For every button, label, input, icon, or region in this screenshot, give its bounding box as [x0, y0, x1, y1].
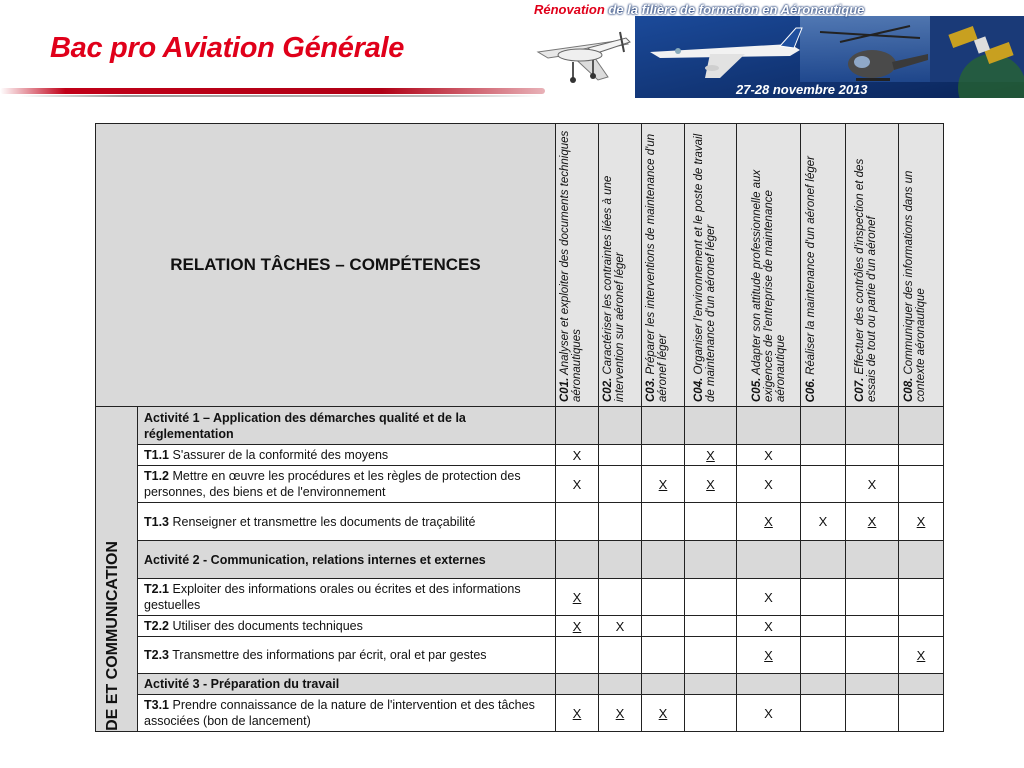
- empty-cell: [556, 674, 599, 695]
- task-text: Renseigner et transmettre les documents de traçabilité: [169, 514, 476, 529]
- mark-cell: X: [685, 445, 737, 466]
- competence-code: C08.: [903, 377, 915, 402]
- task-label: [138, 445, 556, 466]
- light-aircraft-icon: [538, 32, 630, 83]
- competence-code: C06.: [805, 377, 817, 402]
- empty-cell: [899, 695, 944, 732]
- mark-cell: X: [556, 466, 599, 503]
- competence-code: C01.: [559, 377, 571, 402]
- empty-cell: [642, 541, 685, 579]
- side-category-cell: [96, 407, 138, 732]
- competence-text: Préparer les interventions de maintenance d'un aéronef léger: [645, 133, 669, 402]
- mark-cell: X: [899, 637, 944, 674]
- empty-cell: [846, 674, 899, 695]
- mark-cell: X: [737, 503, 801, 541]
- competence-header: [685, 124, 737, 407]
- task-row: [96, 695, 944, 732]
- empty-cell: [685, 637, 737, 674]
- mark-cell: X: [737, 616, 801, 637]
- task-row: [96, 503, 944, 541]
- empty-cell: [685, 695, 737, 732]
- empty-cell: [801, 466, 846, 503]
- empty-cell: [899, 466, 944, 503]
- empty-cell: [801, 637, 846, 674]
- banner-headline: [534, 2, 864, 17]
- empty-cell: [737, 674, 801, 695]
- mark-cell: X: [599, 616, 642, 637]
- task-code: T1.2: [144, 469, 170, 483]
- task-label: [138, 637, 556, 674]
- empty-cell: [556, 541, 599, 579]
- empty-cell: [801, 445, 846, 466]
- competence-code: C03.: [645, 377, 657, 402]
- title-underline-shadow: [20, 95, 540, 97]
- task-text: Exploiter des informations orales ou écrites et des informations gestuelles: [144, 582, 521, 612]
- empty-cell: [685, 407, 737, 445]
- matrix-body: [96, 407, 944, 732]
- competence-text: Adapter son attitude professionnelle aux exigences de l'entreprise de maintenance aéronautique: [750, 169, 787, 402]
- task-code: T2.3: [144, 648, 170, 662]
- empty-cell: [599, 637, 642, 674]
- activity-row: [96, 407, 944, 445]
- matrix-header-row: [96, 124, 944, 407]
- task-row: [96, 445, 944, 466]
- empty-cell: [899, 579, 944, 616]
- mark-cell: X: [846, 503, 899, 541]
- competence-header: [556, 124, 599, 407]
- competence-text: Effectuer des contrôles d'inspection et des essais de tout ou partie d'un aéronef: [854, 158, 878, 402]
- competence-header: [737, 124, 801, 407]
- task-text: Prendre connaissance de la nature de l'intervention et des tâches associées (bon de lancement): [144, 698, 535, 728]
- empty-cell: [801, 541, 846, 579]
- task-code: T2.1: [144, 582, 170, 596]
- empty-cell: [801, 674, 846, 695]
- mark-cell: X: [556, 616, 599, 637]
- competence-header: [846, 124, 899, 407]
- empty-cell: [685, 616, 737, 637]
- task-row: [96, 466, 944, 503]
- activity-label: Activité 2 - Communication, relations internes et externes: [138, 541, 556, 579]
- banner-word-renovation: Rénovation: [534, 2, 605, 17]
- competence-header: [801, 124, 846, 407]
- mark-cell: X: [556, 695, 599, 732]
- empty-cell: [846, 541, 899, 579]
- empty-cell: [599, 445, 642, 466]
- competence-text: Organiser l'environnement et le poste de travail de maintenance d'un aéronef léger: [692, 133, 717, 402]
- task-text: Mettre en œuvre les procédures et les règles de protection des personnes, des biens et de l'environnement: [144, 469, 521, 499]
- empty-cell: [599, 503, 642, 541]
- banner-word-rest: de la filière de formation en Aéronautique: [608, 2, 865, 17]
- empty-cell: [599, 407, 642, 445]
- task-row: [96, 616, 944, 637]
- empty-cell: [556, 503, 599, 541]
- competence-text: Analyser et exploiter des documents techniques aéronautiques: [559, 130, 583, 402]
- empty-cell: [685, 674, 737, 695]
- competence-label: [645, 126, 669, 402]
- empty-cell: [599, 466, 642, 503]
- task-text: S'assurer de la conformité des moyens: [169, 448, 389, 462]
- title-underline: [0, 88, 545, 94]
- empty-cell: [737, 407, 801, 445]
- empty-cell: [846, 637, 899, 674]
- competence-header: [599, 124, 642, 407]
- activity-row: [96, 541, 944, 579]
- competence-label: [559, 126, 583, 402]
- mark-cell: X: [737, 445, 801, 466]
- task-row: [96, 579, 944, 616]
- competence-text: Caractériser les contraintes liées à une intervention sur aéronef léger: [602, 175, 626, 402]
- competence-label: [854, 126, 878, 402]
- side-category-label: DE ET COMMUNICATION: [104, 541, 121, 731]
- empty-cell: [846, 695, 899, 732]
- competence-text: Réaliser la maintenance d'un aéronef léger: [805, 155, 817, 378]
- competence-label: [693, 126, 717, 402]
- mark-cell: X: [801, 503, 846, 541]
- competence-code: C07.: [854, 377, 866, 402]
- mark-cell: X: [846, 466, 899, 503]
- empty-cell: [801, 579, 846, 616]
- task-text: Transmettre des informations par écrit, oral et par gestes: [169, 648, 487, 662]
- empty-cell: [556, 407, 599, 445]
- empty-cell: [642, 616, 685, 637]
- empty-cell: [642, 674, 685, 695]
- empty-cell: [642, 637, 685, 674]
- empty-cell: [899, 674, 944, 695]
- task-code: T1.3: [144, 514, 170, 529]
- task-code: T3.1: [144, 698, 170, 712]
- empty-cell: [556, 637, 599, 674]
- mark-cell: X: [556, 579, 599, 616]
- empty-cell: [685, 579, 737, 616]
- mark-cell: X: [737, 695, 801, 732]
- competence-text: Communiquer des informations dans un contexte aéronautique: [903, 170, 927, 402]
- competence-code: C04.: [692, 377, 705, 402]
- mark-cell: X: [685, 466, 737, 503]
- task-text: Utiliser des documents techniques: [169, 619, 363, 633]
- empty-cell: [737, 541, 801, 579]
- empty-cell: [685, 541, 737, 579]
- competence-header: [642, 124, 685, 407]
- mark-cell: X: [642, 466, 685, 503]
- mark-cell: X: [737, 637, 801, 674]
- empty-cell: [899, 445, 944, 466]
- competence-label: [805, 156, 817, 402]
- empty-cell: [801, 407, 846, 445]
- empty-cell: [846, 445, 899, 466]
- header-banner: [520, 0, 1024, 98]
- empty-cell: [599, 541, 642, 579]
- task-label: [138, 466, 556, 503]
- empty-cell: [899, 541, 944, 579]
- matrix-title: RELATION TÂCHES – COMPÉTENCES: [96, 124, 556, 407]
- empty-cell: [599, 674, 642, 695]
- mark-cell: X: [642, 695, 685, 732]
- task-label: [138, 695, 556, 732]
- empty-cell: [846, 579, 899, 616]
- empty-cell: [846, 616, 899, 637]
- empty-cell: [685, 503, 737, 541]
- competence-label: [903, 126, 927, 402]
- task-label: [138, 616, 556, 637]
- mark-cell: X: [556, 445, 599, 466]
- empty-cell: [642, 445, 685, 466]
- competence-label: [751, 126, 787, 402]
- empty-cell: [801, 616, 846, 637]
- banner-date: 27-28 novembre 2013: [736, 82, 868, 97]
- slide-title: Bac pro Aviation Générale: [50, 32, 405, 64]
- competence-code: C02.: [602, 377, 614, 402]
- empty-cell: [599, 579, 642, 616]
- task-label: [138, 579, 556, 616]
- task-label: [138, 503, 556, 541]
- activity-label: Activité 3 - Préparation du travail: [138, 674, 556, 695]
- empty-cell: [846, 407, 899, 445]
- competence-header: [899, 124, 944, 407]
- task-row: [96, 637, 944, 674]
- empty-cell: [642, 407, 685, 445]
- empty-cell: [642, 503, 685, 541]
- mark-cell: X: [599, 695, 642, 732]
- empty-cell: [899, 407, 944, 445]
- mark-cell: X: [737, 466, 801, 503]
- empty-cell: [899, 616, 944, 637]
- mark-cell: X: [737, 579, 801, 616]
- mark-cell: X: [899, 503, 944, 541]
- empty-cell: [801, 695, 846, 732]
- empty-cell: [642, 579, 685, 616]
- competence-code: C05.: [750, 377, 763, 402]
- competence-matrix: [95, 123, 944, 732]
- activity-row: [96, 674, 944, 695]
- task-code: T2.2: [144, 619, 170, 633]
- activity-label: Activité 1 – Application des démarches qualité et de la réglementation: [138, 407, 556, 445]
- competence-label: [602, 126, 626, 402]
- task-code: T1.1: [144, 448, 170, 462]
